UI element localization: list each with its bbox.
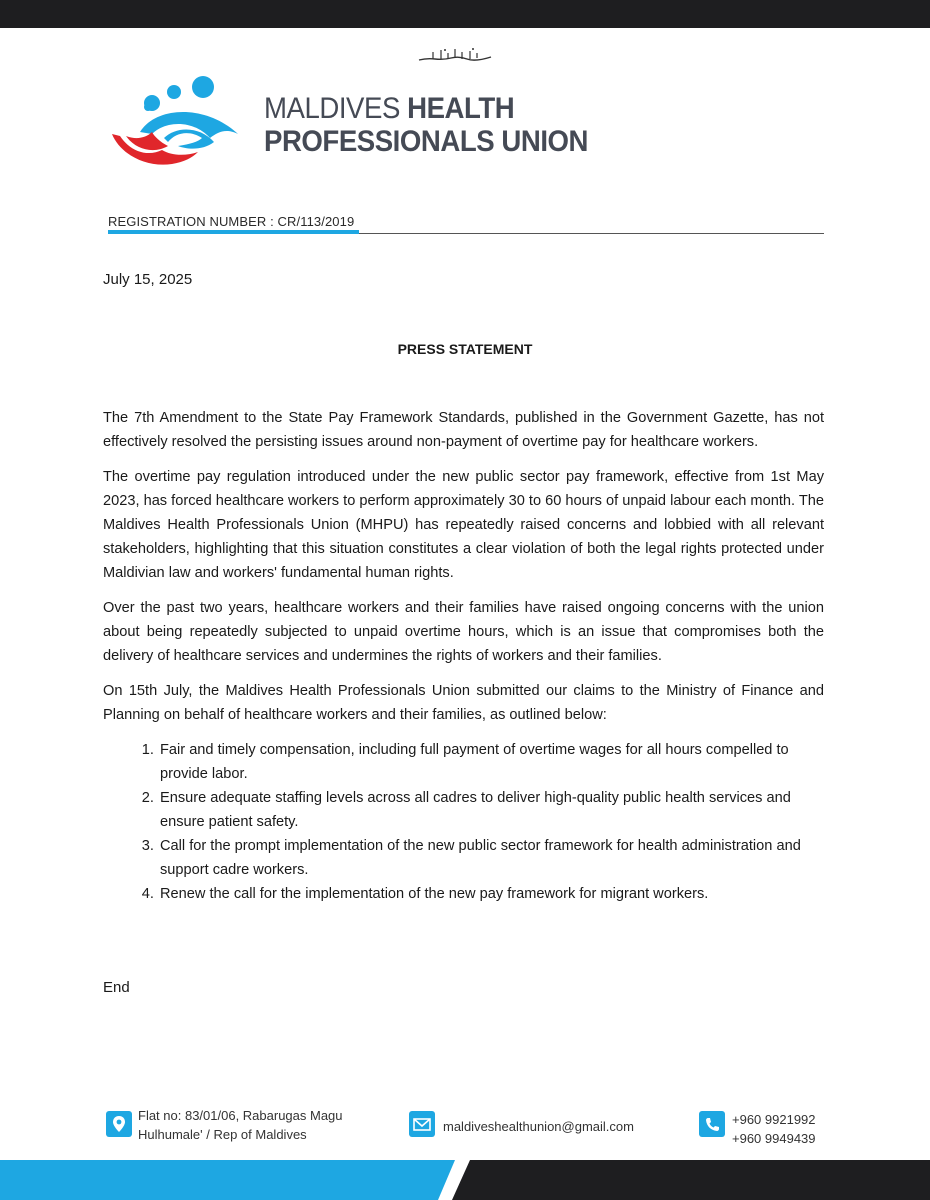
- statement-body: [103, 406, 824, 906]
- footer-band-dark: [452, 1160, 930, 1200]
- envelope-icon: [409, 1111, 435, 1137]
- org-name-line1-light: MALDIVES: [264, 92, 400, 125]
- email-address[interactable]: maldiveshealthunion@gmail.com: [443, 1119, 634, 1134]
- claim-item: 1. Fair and timely compensation, including full payment of overtime wages for all hours compelled to provide labor.: [158, 738, 824, 786]
- address-line-1: Flat no: 83/01/06, Rabarugas Magu: [138, 1108, 343, 1123]
- org-name-line2: PROFESSIONALS UNION: [264, 125, 589, 158]
- phone-number-1[interactable]: +960 9921992: [732, 1112, 816, 1127]
- claim-item: 2. Ensure adequate staffing levels across all cadres to deliver high-quality public health services and ensure patient safety.: [158, 786, 824, 834]
- footer-band-blue: [0, 1160, 455, 1200]
- claim-item: 4. Renew the call for the implementation of the new pay framework for migrant workers.: [158, 882, 824, 906]
- paragraph: The overtime pay regulation introduced under the new public sector pay framework, effective from 1st May 2023, has forced healthcare workers to perform approximately 30 to 60 hours of unpaid labour each month. The Maldives Health Professionals Union (MHPU) has repeatedly raised concerns and lobbied with all relevant stakeholders, highlighting that this situation constitutes a clear violation of both the legal rights protected under Maldivian law and workers' fundamental human rights.: [103, 469, 824, 581]
- phone-icon: [699, 1111, 725, 1137]
- statement-heading: PRESS STATEMENT: [397, 341, 533, 357]
- paragraph: The 7th Amendment to the State Pay Framework Standards, published in the Government Gazette, has not effectively resolved the persisting issues around non-payment of overtime pay for healthcare workers.: [103, 410, 824, 450]
- address-block: [138, 1106, 343, 1144]
- paragraph: On 15th July, the Maldives Health Professionals Union submitted our claims to the Ministry of Finance and Planning on behalf of healthcare workers and their families, as outlined below:: [103, 683, 824, 723]
- registration-underline-gray: [359, 233, 824, 234]
- address-line-2: Hulhumale' / Rep of Maldives: [138, 1127, 307, 1142]
- footer-band: [0, 1160, 930, 1200]
- logo-head-small-icon: [144, 103, 152, 111]
- claim-item: 3. Call for the prompt implementation of the new public sector framework for health administration and support cadre workers.: [158, 834, 824, 882]
- registration-number: REGISTRATION NUMBER : CR/113/2019: [108, 214, 355, 229]
- phone-numbers: [732, 1110, 816, 1148]
- registration-underline-blue: [108, 230, 359, 234]
- claims-list: [103, 738, 824, 906]
- paragraph: Over the past two years, healthcare workers and their families have raised ongoing concerns with the union about being repeatedly subjected to unpaid overtime hours, which is an issue that compromises both the delivery of healthcare services and undermines the rights of workers and their families.: [103, 600, 824, 664]
- top-dark-bar: [0, 0, 930, 28]
- logo-head-middle-icon: [167, 85, 181, 99]
- logo-head-right-icon: [192, 76, 214, 98]
- closing-text: End: [103, 979, 130, 996]
- bismillah-calligraphy-icon: [415, 44, 495, 66]
- phone-number-2[interactable]: +960 9949439: [732, 1131, 816, 1146]
- mhpu-logo: [106, 76, 246, 172]
- org-name-line1-bold: HEALTH: [407, 92, 515, 125]
- location-pin-icon: [106, 1111, 132, 1137]
- statement-date: July 15, 2025: [103, 271, 193, 288]
- organization-name: [264, 92, 588, 158]
